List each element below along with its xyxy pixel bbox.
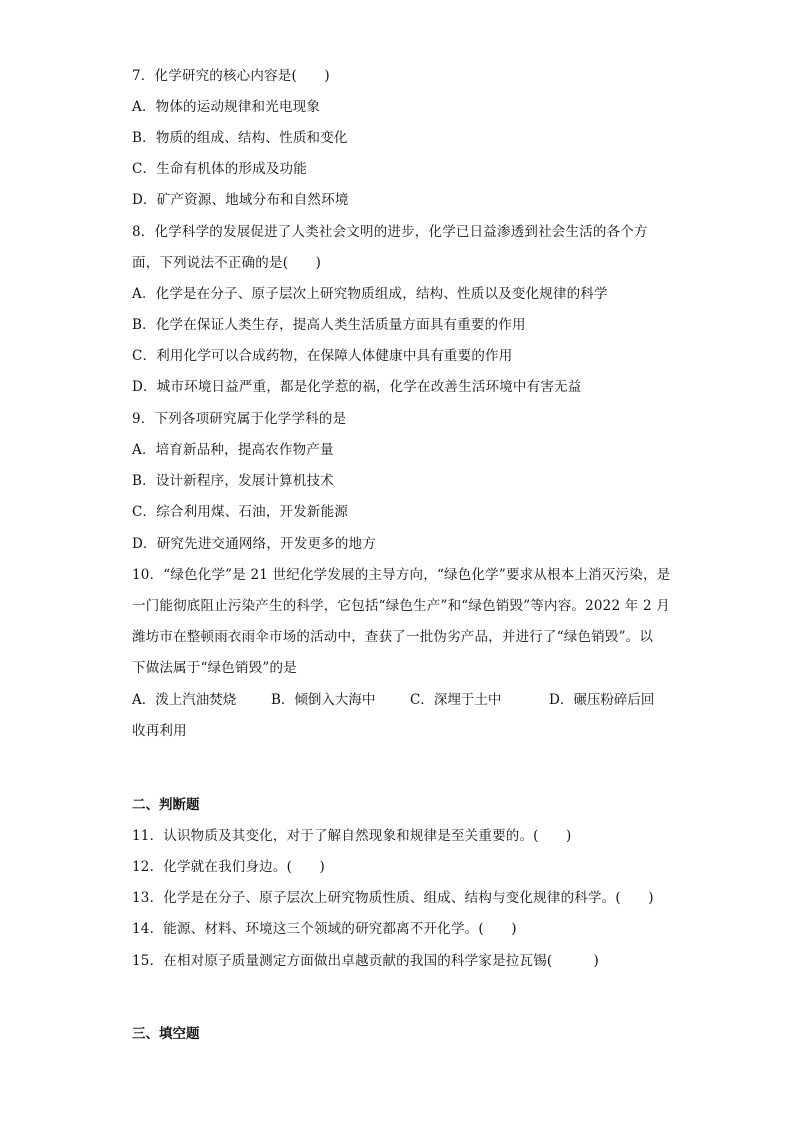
question-10-option-a: A．泼上汽油焚烧: [132, 692, 237, 708]
question-10-stem-line-3: 潍坊市在整顿雨衣雨伞市场的活动中，查获了一批伪劣产品，并进行了“绿色销毁”。以: [132, 629, 654, 645]
question-9-stem: 9．下列各项研究属于化学学科的是: [132, 411, 347, 427]
question-9-option-c: C．综合利用煤、石油，开发新能源: [132, 504, 349, 520]
question-10-option-d-continued: 收再利用: [132, 723, 187, 739]
question-13: 13．化学是在分子、原子层次上研究物质性质、组成、结构与变化规律的科学。( ): [132, 890, 654, 906]
question-7-stem: 7．化学研究的核心内容是( ): [132, 68, 330, 84]
question-8-stem-line-1: 8．化学科学的发展促进了人类社会文明的进步，化学已日益渗透到社会生活的各个方: [132, 224, 648, 240]
question-7-option-b: B．物质的组成、结构、性质和变化: [132, 130, 348, 146]
question-8-option-a: A．化学是在分子、原子层次上研究物质组成，结构、性质以及变化规律的科学: [132, 286, 608, 302]
section-2-title: 二、判断题: [132, 797, 200, 813]
question-10-option-d: D．碾压粉碎后回: [549, 692, 655, 708]
question-10-stem-line-4: 下做法属于“绿色销毁”的是: [132, 660, 297, 676]
question-8-option-d: D．城市环境日益严重，都是化学惹的祸，化学在改善生活环境中有害无益: [132, 379, 582, 395]
question-8-stem-line-2: 面，下列说法不正确的是( ): [132, 255, 322, 271]
question-10-stem-line-1: 10．“绿色化学”是 21 世纪化学发展的主导方向，“绿色化学”要求从根本上消灭污染，是: [132, 567, 671, 583]
question-12: 12．化学就在我们身边。( ): [132, 859, 325, 875]
question-7-option-c: C．生命有机体的形成及功能: [132, 161, 307, 177]
question-9-option-a: A．培育新品种，提高农作物产量: [132, 442, 334, 458]
question-15: 15．在相对原子质量测定方面做出卓越贡献的我国的科学家是拉瓦锡( ): [132, 953, 599, 969]
question-8-option-b: B．化学在保证人类生存，提高人类生活质量方面具有重要的作用: [132, 317, 526, 333]
question-11: 11．认识物质及其变化，对于了解自然现象和规律是至关重要的。( ): [132, 828, 572, 844]
question-14: 14．能源、材料、环境这三个领域的研究都离不开化学。( ): [132, 921, 517, 937]
question-10-stem-line-2: 一门能彻底阻止污染产生的科学，它包括“绿色生产”和“绿色销毁”等内容。2022 年 2 月: [132, 598, 670, 614]
question-8-option-c: C．利用化学可以合成药物，在保障人体健康中具有重要的作用: [132, 348, 513, 364]
question-9-option-b: B．设计新程序，发展计算机技术: [132, 473, 334, 489]
question-10-option-c: C．深埋于土中: [410, 692, 502, 708]
question-10-option-b: B．倾倒入大海中: [271, 692, 376, 708]
section-3-title: 三、填空题: [132, 1026, 200, 1042]
question-7-option-a: A．物体的运动规律和光电现象: [132, 99, 321, 115]
question-7-option-d: D．矿产资源、地域分布和自然环境: [132, 192, 349, 208]
question-9-option-d: D．研究先进交通网络，开发更多的地方: [132, 536, 376, 552]
